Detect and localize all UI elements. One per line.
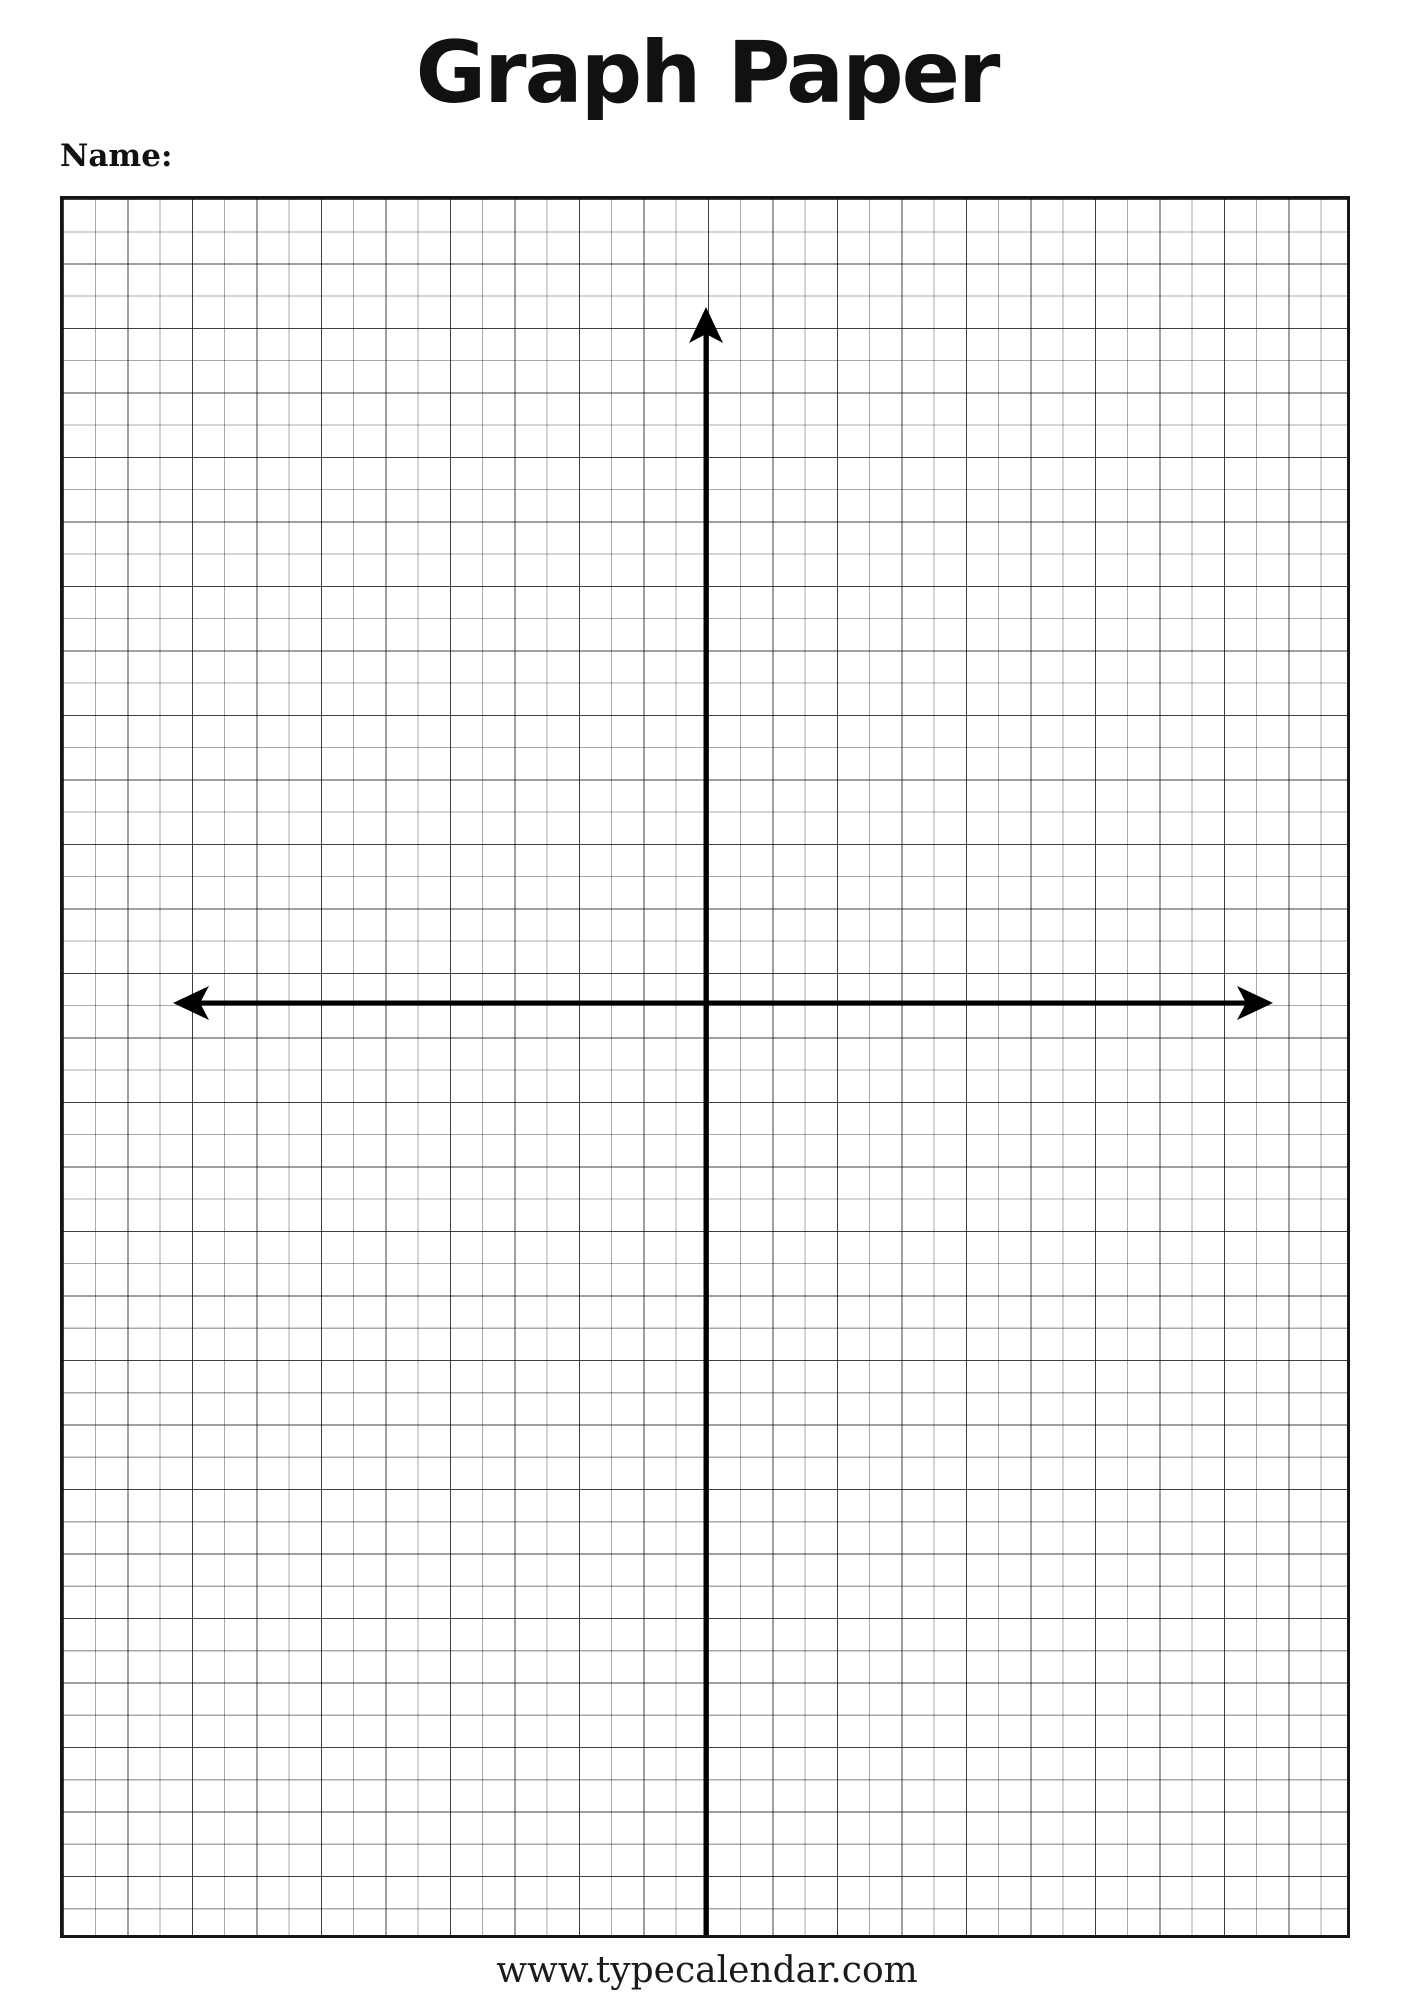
website-url: www.typecalendar.com xyxy=(496,1950,918,1991)
graph-grid xyxy=(60,196,1350,1938)
page-title: Graph Paper xyxy=(415,23,999,123)
name-label: Name: xyxy=(60,138,173,174)
coordinate-axes xyxy=(63,199,1347,1935)
